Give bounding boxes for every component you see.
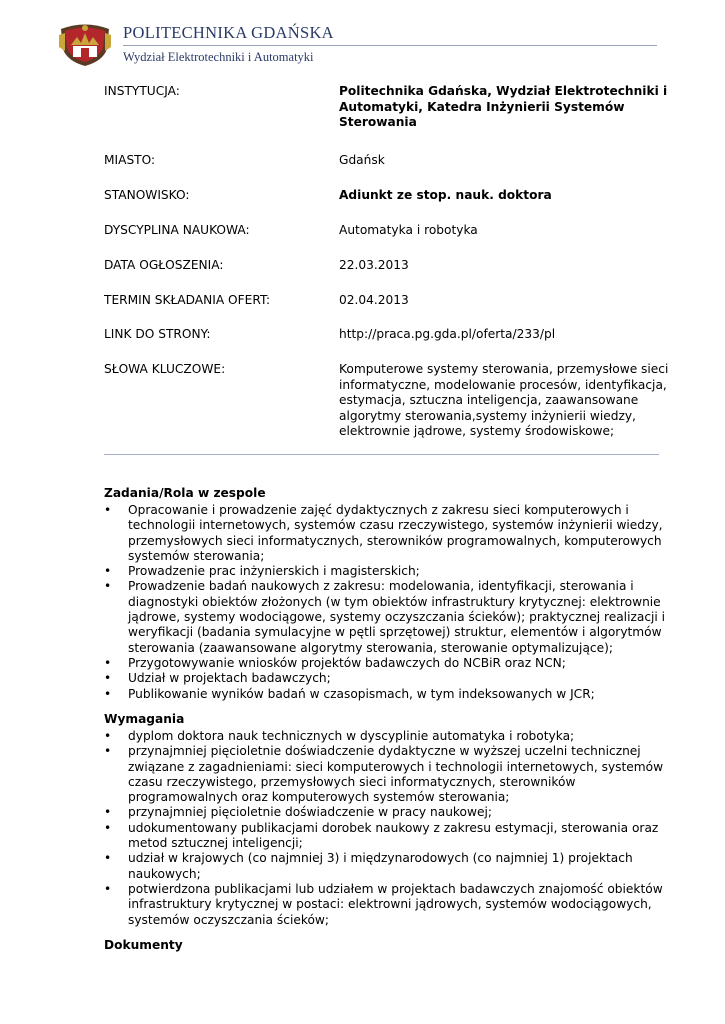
info-row-discipline xyxy=(104,223,674,258)
info-label: TERMIN SKŁADANIA OFERT: xyxy=(104,293,271,307)
list-item: • dyplom doktora nauk technicznych w dyscyplinie automatyka i robotyka; xyxy=(104,729,676,744)
info-row-keywords xyxy=(104,362,674,440)
info-label: MIASTO: xyxy=(104,153,156,167)
list-item: • Publikowanie wyników badań w czasopismach, w tym indeksowanych w JCR; xyxy=(104,687,676,702)
documents-heading: Dokumenty xyxy=(104,938,183,952)
job-info-table xyxy=(104,84,674,440)
list-item: • przynajmniej pięcioletnie doświadczenie dydaktyczne w wyższej uczelni technicznej związane z zagadnieniami: sieci komputerowych i technologii internetowych, systemów czasu rzeczywistego, przemysłowych sieci informatycznych, sterowników programowalnych oraz komputerowych systemów sterowania; xyxy=(104,744,676,805)
section-divider xyxy=(104,454,659,455)
info-label: DYSCYPLINA NAUKOWA: xyxy=(104,223,250,237)
info-value: Politechnika Gdańska, Wydział Elektrotechniki i Automatyki, Katedra Inżynierii Systemów Sterowania xyxy=(339,84,668,129)
offer-link[interactable]: http://praca.pg.gda.pl/oferta/233/pl xyxy=(339,327,556,341)
info-value: Adiunkt ze stop. nauk. doktora xyxy=(339,188,552,202)
list-item: • udział w krajowych (co najmniej 3) i międzynarodowych (co najmniej 1) projektach naukowych; xyxy=(104,851,676,882)
university-crest-logo xyxy=(57,21,113,67)
info-row-link xyxy=(104,327,674,362)
requirements-list xyxy=(104,729,676,928)
list-item: • Opracowanie i prowadzenie zajęć dydaktycznych z zakresu sieci komputerowych i technologii internetowych, systemów czasu rzeczywistego, systemów inżynierii wiedzy, przemysłowych sieci informatycznych, sterowników programowalnych, komputerowych systemów sterowania; xyxy=(104,503,676,564)
requirements-heading: Wymagania xyxy=(104,712,185,726)
info-label: LINK DO STRONY: xyxy=(104,327,211,341)
list-item: • Prowadzenie badań naukowych z zakresu: modelowania, identyfikacji, sterowania i diagnostyki obiektów złożonych (w tym obiektów infrastruktury krytycznej: elektrownie jądrowe, systemy wodociągowe, systemy oczyszczania ścieków); praktycznej realizacji i weryfikacji (badania symulacyjne w pętli sprzętowej) struktur, elementów i algorytmów sterowania (zaawansowane algorytmy sterowania, sterowanie optymalizujące); xyxy=(104,579,676,655)
info-value: Automatyka i robotyka xyxy=(339,223,478,237)
info-value: 02.04.2013 xyxy=(339,293,409,307)
tasks-list xyxy=(104,503,676,702)
info-value: Komputerowe systemy sterowania, przemysłowe sieci informatyczne, modelowanie procesów, identyfikacja, estymacja, sztuczna inteligencja, zaawansowane algorytmy sterowania,systemy inżynierii wiedzy, elektrownie jądrowe, systemy środowiskowe; xyxy=(339,362,669,438)
list-item: • Prowadzenie prac inżynierskich i magisterskich; xyxy=(104,564,676,579)
info-label: DATA OGŁOSZENIA: xyxy=(104,258,224,272)
university-name: POLITECHNIKA GDAŃSKA xyxy=(123,23,334,42)
faculty-name: Wydział Elektrotechniki i Automatyki xyxy=(123,50,314,64)
info-row-position xyxy=(104,188,674,223)
info-row-city xyxy=(104,153,674,188)
list-item: • Przygotowywanie wniosków projektów badawczych do NCBiR oraz NCN; xyxy=(104,656,676,671)
info-value: Gdańsk xyxy=(339,153,385,167)
tasks-heading: Zadania/Rola w zespole xyxy=(104,486,266,500)
page-header xyxy=(0,0,725,72)
info-row-deadline xyxy=(104,293,674,327)
info-row-announcement-date xyxy=(104,258,674,293)
list-item: • przynajmniej pięcioletnie doświadczenie w pracy naukowej; xyxy=(104,805,676,820)
list-item: • potwierdzona publikacjami lub udziałem w projektach badawczych znajomość obiektów infrastruktury krytycznej w postaci: elektrowni jądrowych, systemów wodociągowych, systemów oczyszczania ścieków; xyxy=(104,882,676,928)
info-value: 22.03.2013 xyxy=(339,258,409,272)
header-divider xyxy=(123,45,657,46)
info-label: SŁOWA KLUCZOWE: xyxy=(104,362,226,376)
info-label: STANOWISKO: xyxy=(104,188,190,202)
info-label: INSTYTUCJA: xyxy=(104,84,180,98)
list-item: • Udział w projektach badawczych; xyxy=(104,671,676,686)
list-item: • udokumentowany publikacjami dorobek naukowy z zakresu estymacji, sterowania oraz metod sztucznej inteligencji; xyxy=(104,821,676,852)
info-row-institution xyxy=(104,84,674,153)
